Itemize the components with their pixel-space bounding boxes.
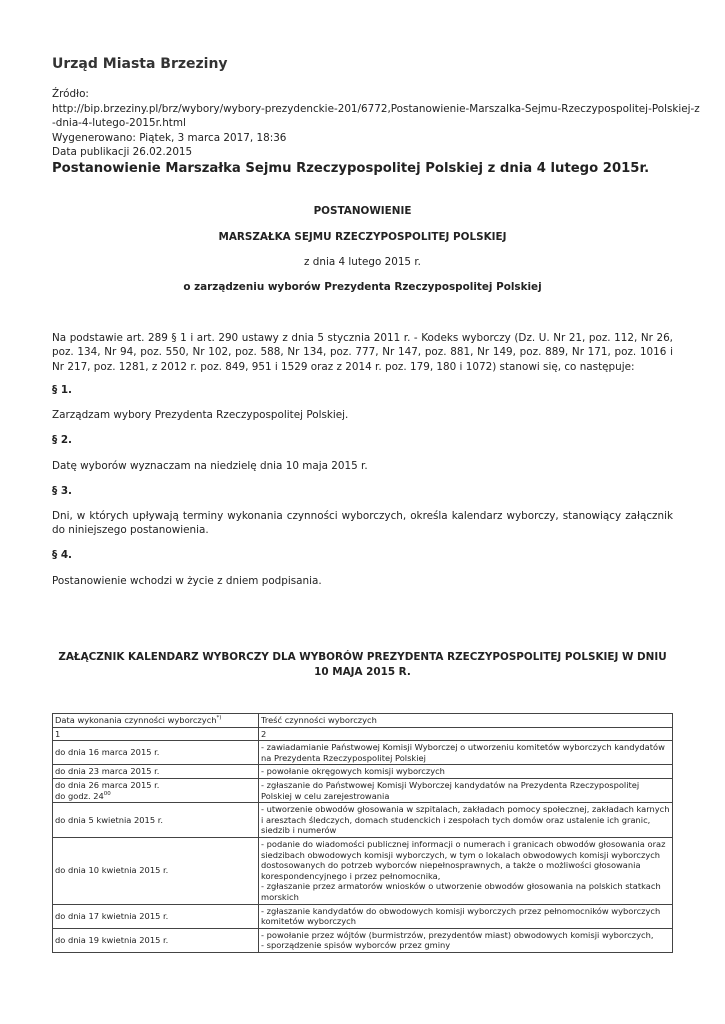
row-content-line: - powołanie okręgowych komisji wyborczych (261, 766, 445, 777)
document-metadata (52, 87, 700, 160)
row-content (259, 904, 673, 928)
row-content (259, 765, 673, 779)
source-label: Źródło: (52, 88, 89, 100)
decree-subject: o zarządzeniu wyborów Prezydenta Rzeczypospolitej Polskiej (183, 281, 542, 293)
decree-preamble: Na podstawie art. 289 § 1 i art. 290 ustawy z dnia 5 stycznia 2011 r. - Kodeks wyborczy (Dz. U. Nr 21, poz. 112, Nr 26, poz. 134, Nr 94, poz. 550, Nr 102, poz. 588, Nr 134, poz. 777, Nr 147, poz. 881, Nr 149, poz. 889, Nr 171, poz. 1016 i Nr 217, poz. 1281, z 2012 r. poz. 849, 951 i 1529 oraz z 2014 r. poz. 179, 180 i 1072) stanowi się, co następuje: (52, 332, 673, 373)
column-number-2: 2 (259, 727, 673, 741)
decree-issuer: MARSZAŁKA SEJMU RZECZYPOSPOLITEJ POLSKIEJ (218, 231, 507, 243)
header-date-label: Data wykonania czynności wyborczych (55, 715, 217, 725)
row-date (53, 928, 259, 952)
decree-heading: POSTANOWIENIE (313, 205, 412, 217)
column-number-1: 1 (53, 727, 259, 741)
row-date-time (55, 791, 256, 802)
table-row (53, 765, 673, 779)
row-date-time-minutes: 00 (103, 790, 111, 797)
row-date-time-text: do godz. 24 (55, 790, 104, 801)
row-date-text: do dnia 5 kwietnia 2015 r. (55, 814, 164, 825)
header-date-footnote: *) (216, 715, 222, 722)
row-date (53, 765, 259, 779)
row-content-line: - utworzenie obwodów głosowania w szpitalach, zakładach pomocy społecznej, zakładach karnych i aresztach śledczych, domach studenckich i zespołach tych domów oraz ustalenie ich granic, siedzib i numerów (261, 804, 670, 836)
row-date (53, 778, 259, 802)
row-date-text: do dnia 19 kwietnia 2015 r. (55, 934, 169, 945)
row-date-text: do dnia 26 marca 2015 r. (55, 779, 160, 790)
table-row (53, 778, 673, 802)
section-2-text: Datę wyborów wyznaczam na niedzielę dnia 10 maja 2015 r. (52, 460, 368, 472)
table-header-content: Treść czynności wyborczych (259, 714, 673, 728)
row-content-line: - zgłaszanie do Państwowej Komisji Wyborczej kandydatów na Prezydenta Rzeczypospolitej Polskiej w celu zarejestrowania (261, 779, 640, 801)
table-row (53, 741, 673, 765)
row-content-line: - sporządzenie spisów wyborców przez gminy (261, 940, 451, 951)
row-content-line: - podanie do wiadomości publicznej informacji o numerach i granicach obwodów głosowania oraz siedzibach obwodowych komisji wyborczych, w tym o lokalach obwodowych komisji wyborczych dostosowanych do potrzeb wyborców niepełnosprawnych, a także o możliwości głosowania korespondencyjnego i przez pełnomocnika, (261, 838, 666, 881)
table-row (53, 803, 673, 838)
annex-title: ZAŁĄCZNIK KALENDARZ WYBORCZY DLA WYBORÓW PREZYDENTA RZECZYPOSPOLITEJ POLSKIEJ W DNIU 10 MAJA 2015 R. (58, 651, 667, 678)
organization-name: Urząd Miasta Brzeziny (52, 56, 228, 72)
table-row (53, 904, 673, 928)
decree-date: z dnia 4 lutego 2015 r. (304, 256, 421, 268)
row-date-text: do dnia 16 marca 2015 r. (55, 747, 160, 758)
row-date-text: do dnia 17 kwietnia 2015 r. (55, 910, 169, 921)
section-2-label: § 2. (52, 434, 72, 446)
table-number-row (53, 727, 673, 741)
row-content-line: - powołanie przez wójtów (burmistrzów, prezydentów miast) obwodowych komisji wyborczych, (261, 929, 654, 940)
document-title: Postanowienie Marszałka Sejmu Rzeczypospolitej Polskiej z dnia 4 lutego 2015r. (52, 161, 650, 176)
row-date (53, 803, 259, 838)
row-content (259, 778, 673, 802)
publication-date: Data publikacji 26.02.2015 (52, 146, 193, 158)
row-date-text: do dnia 23 marca 2015 r. (55, 766, 160, 777)
row-content-line: - zgłaszanie przez armatorów wniosków o utworzenie obwodów głosowania na polskich statkach morskich (261, 881, 661, 902)
row-content (259, 741, 673, 765)
row-content (259, 803, 673, 838)
table-header-row (53, 714, 673, 728)
table-row (53, 837, 673, 904)
table-row (53, 928, 673, 952)
row-content (259, 928, 673, 952)
source-url-line-2[interactable]: -dnia-4-lutego-2015r.html (52, 117, 186, 129)
section-4-text: Postanowienie wchodzi w życie z dniem podpisania. (52, 575, 322, 587)
section-1-text: Zarządzam wybory Prezydenta Rzeczypospolitej Polskiej. (52, 409, 349, 421)
row-date (53, 904, 259, 928)
row-content-line: - zgłaszanie kandydatów do obwodowych komisji wyborczych przez pełnomocników wyborczych komitetów wyborczych (261, 905, 661, 927)
row-content (259, 837, 673, 904)
row-date (53, 741, 259, 765)
section-1-label: § 1. (52, 384, 72, 396)
row-date-text: do dnia 10 kwietnia 2015 r. (55, 865, 169, 876)
generated-date: Wygenerowano: Piątek, 3 marca 2017, 18:36 (52, 131, 287, 144)
election-calendar-table (52, 713, 673, 953)
row-date (53, 837, 259, 904)
row-content-line: - zawiadamianie Państwowej Komisji Wyborczej o utworzeniu komitetów wyborczych kandydatów na Prezydenta Rzeczypospolitej Polskiej (261, 742, 665, 763)
source-url-line-1[interactable]: http://bip.brzeziny.pl/brz/wybory/wybory-prezydenckie-201/6772,Postanowienie-Marszalka-Sejmu-Rzeczypospolitej-Polskiej-z (52, 102, 700, 115)
section-3-label: § 3. (52, 485, 72, 497)
section-3-text: Dni, w których upływają terminy wykonania czynności wyborczych, określa kalendarz wyborczy, stanowiący załącznik do niniejszego postanowienia. (52, 510, 673, 537)
table-header-date (53, 714, 259, 728)
section-4-label: § 4. (52, 549, 72, 561)
